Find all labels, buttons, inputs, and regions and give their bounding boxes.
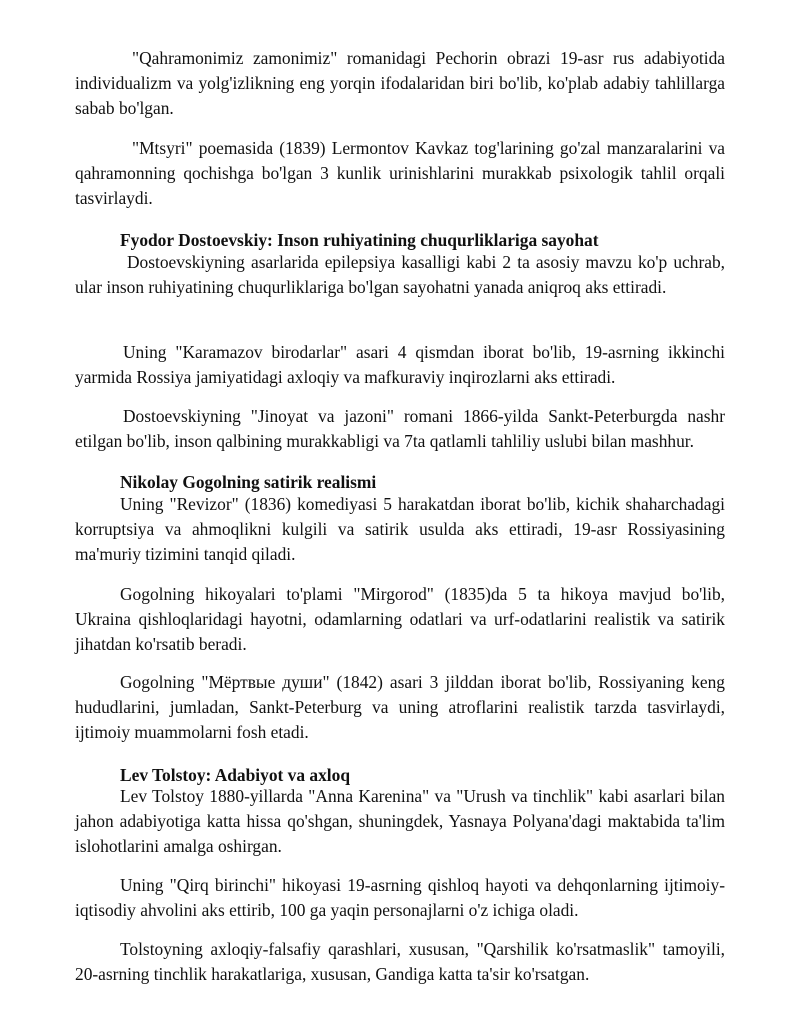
paragraph-karamazov: Uning "Karamazov birodarlar" asari 4 qismdan iborat bo'lib, 19-asrning ikkinchi yarmida Rossiya jamiyatidagi axloqiy va mafkuraviy inqirozlarni aks ettiradi. [75, 342, 725, 387]
paragraph-dead-souls: Gogolning "Мёртвые души" (1842) asari 3 jilddan iborat bo'lib, Rossiyaning keng hududlarini, jumladan, Sankt-Peterburg va uning atroflarini realistik tarzda tasvirlaydi, ijtimoiy muammolarni fosh etadi. [75, 672, 725, 742]
section-heading-tolstoy: Lev Tolstoy: Adabiyot va axloq [120, 765, 350, 785]
paragraph-pechorin: "Qahramonimiz zamonimiz" romanidagi Pechorin obrazi 19-asr rus adabiyotida individualizm va yolg'izlikning eng yorqin ifodalaridan biri bo'lib, ko'plab adabiy tahlillarga sabab bo'lgan. [75, 48, 725, 118]
paragraph-crime-punishment: Dostoevskiyning "Jinoyat va jazoni" romani 1866-yilda Sankt-Peterburgda nashr etilgan bo'lib, inson qalbining murakkabligi va 7ta qatlamli tahliliy uslubi bilan mashhur. [75, 406, 725, 451]
paragraph-mtsyri: "Mtsyri" poemasida (1839) Lermontov Kavkaz tog'larining go'zal manzaralarini va qahramonning qochishga bo'lgan 3 kunlik urinishlarini murakkab psixologik tahlil orqali tasvirlaydi. [75, 138, 725, 208]
paragraph-tolstoy-works: Lev Tolstoy 1880-yillarda "Anna Karenina" va "Urush va tinchlik" kabi asarlari bilan jahon adabiyotiga katta hissa qo'shgan, shuningdek, Yasnaya Polyana'dagi maktabida ta'lim islohotlarini amalga oshirgan. [75, 786, 725, 856]
paragraph-tolstoy-philosophy: Tolstoyning axloqiy-falsafiy qarashlari, xususan, "Qarshilik ko'rsatmaslik" tamoyili, 20-asrning tinchlik harakatlariga, xususan, Gandiga katta ta'sir ko'rsatgan. [75, 939, 725, 984]
section-heading-dostoevskiy: Fyodor Dostoevskiy: Inson ruhiyatining chuqurliklariga sayohat [120, 230, 599, 250]
paragraph-mirgorod: Gogolning hikoyalari to'plami "Mirgorod" (1835)da 5 ta hikoya mavjud bo'lib, Ukraina qishloqlaridagi hayotni, odamlarning odatlari va urf-odatlarini realistik va satirik jihatdan ko'rsatib beradi. [75, 584, 725, 654]
section-heading-gogol: Nikolay Gogolning satirik realismi [120, 472, 377, 492]
paragraph-dostoevskiy-themes: Dostoevskiyning asarlarida epilepsiya kasalligi kabi 2 ta asosiy mavzu ko'p uchrab, ular inson ruhiyatining chuqurliklariga bo'lgan sayohatni yanada aniqroq aks ettiradi. [75, 252, 725, 297]
paragraph-revizor: Uning "Revizor" (1836) komediyasi 5 harakatdan iborat bo'lib, kichik shaharchadagi korruptsiya va ahmoqlikni kulgili va satirik usulda aks ettiradi, 19-asr Rossiyasining ma'muriy tizimini tanqid qiladi. [75, 494, 725, 564]
paragraph-qirq-birinchi: Uning "Qirq birinchi" hikoyasi 19-asrning qishloq hayoti va dehqonlarning ijtimoiy-iqtisodiy ahvolini aks ettirib, 100 ga yaqin personajlarni o'z ichiga oladi. [75, 875, 725, 920]
